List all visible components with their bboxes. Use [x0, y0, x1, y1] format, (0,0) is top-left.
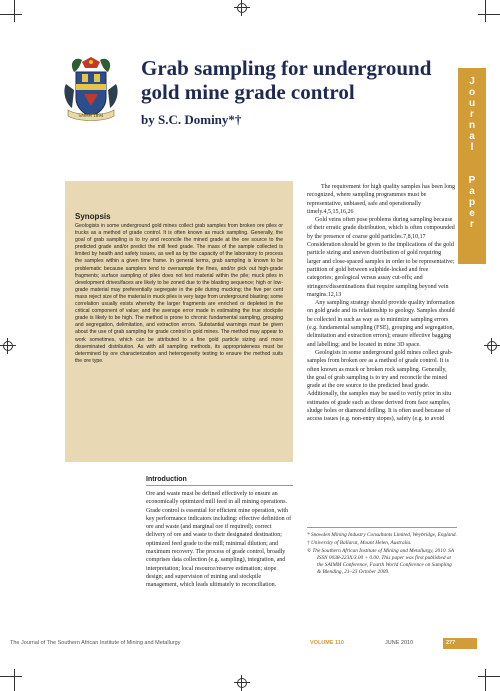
crest-motto: SAIMM 1894	[78, 113, 104, 118]
introduction-text: Ore and waste must be defined effectively to ensure an economically optimized mill feed in all mining operations. Grade control is essential for efficient mine operation, with key performance indicators including: effective definition of ore and waste (and marginal ore if required); correct delivery of ore and waste to their designated destination; optimized feed grade to the mill; minimal dilution; and maximum recovery. The process of grade control, broadly comprises data collection (e.g. sampling), integration, and interpretation; local resource/reserve estimation; stope design; and supervision of mining and stockpile management, which leads ultimately to reconciliation.	[146, 491, 292, 589]
footnote-copyright: © The Southern African Institute of Mining and Metallurgy, 2010. SA ISSN 0038-223X/3.00 + 0.00. This paper was first published at the SAIMM Conference, Fourth World Conference on Sampling & Blending, 21–23 October 2009.	[307, 548, 454, 575]
page-footer	[10, 640, 490, 650]
introduction-heading: Introduction	[146, 476, 187, 483]
footer-page-number: 277	[443, 638, 477, 649]
synopsis-heading: Synopsis	[75, 212, 111, 221]
crop-mark	[0, 14, 22, 15]
footer-date: JUNE 2010	[385, 640, 414, 646]
crop-mark	[14, 669, 15, 691]
saimm-crest-logo	[62, 54, 120, 132]
journal-paper-tab	[458, 68, 486, 264]
registration-mark-icon	[234, 0, 250, 16]
crop-mark	[485, 0, 486, 22]
body-paragraph: Any sampling strategy should provide quality information on gold grade and its relationship to geology. Samples should be collected in such as way as to minimize sampling errors (e.g. fundamental sampling (FSE), grouping and segregation, delimitation and extraction errors); ensure effective bagging and labelling; and be located in mine 3D space.	[307, 300, 455, 348]
crop-mark	[478, 14, 500, 15]
body-paragraph: The requirement for high quality samples has been long recognized, where sampling programmes must be representative, unbiased, safe and operationally timely.4,5,15,16,26	[307, 184, 455, 215]
synopsis-box	[65, 181, 293, 462]
crop-mark	[478, 676, 500, 677]
crop-mark	[485, 669, 486, 691]
registration-mark-icon	[0, 338, 16, 354]
registration-mark-icon	[234, 675, 250, 691]
footer-journal-name: The Journal of The Southern African Institute of Mining and Metallurgy	[10, 640, 181, 646]
body-paragraph: Geologists in some underground gold mines collect grab-samples from broken ore as a method of grade control. It is often known as muck or broken rock sampling. Generally, the goal of grab sampling is to try and reconcile the mined grade at the ore source to the predicted head grade. Additionally, the samples may be used to verify prior in situ estimates of grade such as those derived from face samples, sludge holes or diamond drilling. It is often used because of access issues (e.g. non-entry stopes), safety (e.g. to avoid	[307, 349, 453, 423]
paper-title: Grab sampling for underground gold mine grade control	[141, 56, 432, 104]
crop-mark	[14, 0, 15, 22]
footnote-affiliation: * Snowden Mining Industry Consultants Limited, Weybridge, England.	[307, 532, 457, 538]
footnote-rule	[307, 527, 457, 528]
introduction-rule	[146, 485, 293, 486]
author-line: by S.C. Dominy*†	[141, 112, 242, 127]
body-paragraph: Gold veins often pose problems during sampling because of their erratic grade distribution, which is often compounded by the presence of coarse gold particles.7,8,10,17 Consideration should be given to the implications of the gold particle sizing and uneven distribution of gold requiring larger and close-spaced samples in order to be representative; partition of gold between sulphide-locked and free categories; geological versus assay cut-offs; and stringers/disseminations that require sampling beyond vein margins.12,13	[307, 217, 455, 298]
journal-paper-tab-label: J o u r n a l P a p e r	[468, 76, 476, 230]
synopsis-text: Geologists in some underground gold mines collect grab samples from broken ore piles or trucks as a method of grade control. It is often known as muck sampling. Generally, the goal of grab sampling is to try and reconcile the mined grade at the ore source to the predicted grade and/or predict the mill feed grade. The mass of the sample collected is limited by health and safety issues, as well as by the capacity of the laboratory to process the samples within a given time frame. In general terms, grab sampling is known to be problematic because samplers tend to oversample the fines, and/or pick out high-grade fragments; surface sampling of piles does not test material within the pile; muck piles in development drives/faces are likely to be zoned due to the blasting sequence; high or low-grade material may preferentially segregate in the pile during mucking; the five per cent mass reject size of the material in muck piles is very large from underground blasting; some correlation usually exists whereby the larger fragments are enriched or depleted in the critical component of value; and the average error made in estimating the true stockpile grade is likely to be high. The method is prone to chronic fundamental sampling, grouping and segregation, delimitation, and extraction errors. Substantial warnings must be given about the use of grab sampling for grade control in gold mines. The method may appear to work sometimes, which can be attributed to a fine gold particle sizing and more disseminated distribution. As with all sampling methods, its appropriateness must be determined by ore characterization and heterogeneity testing to ensure the method suits the ore type.	[75, 223, 283, 364]
footnote-affiliation: † University of Ballarat, Mount Helen, Australia.	[307, 540, 412, 546]
right-column	[307, 183, 455, 424]
crop-mark	[0, 676, 22, 677]
registration-mark-icon	[484, 338, 500, 354]
footnotes	[307, 532, 457, 577]
footer-volume: VOLUME 110	[310, 640, 344, 646]
